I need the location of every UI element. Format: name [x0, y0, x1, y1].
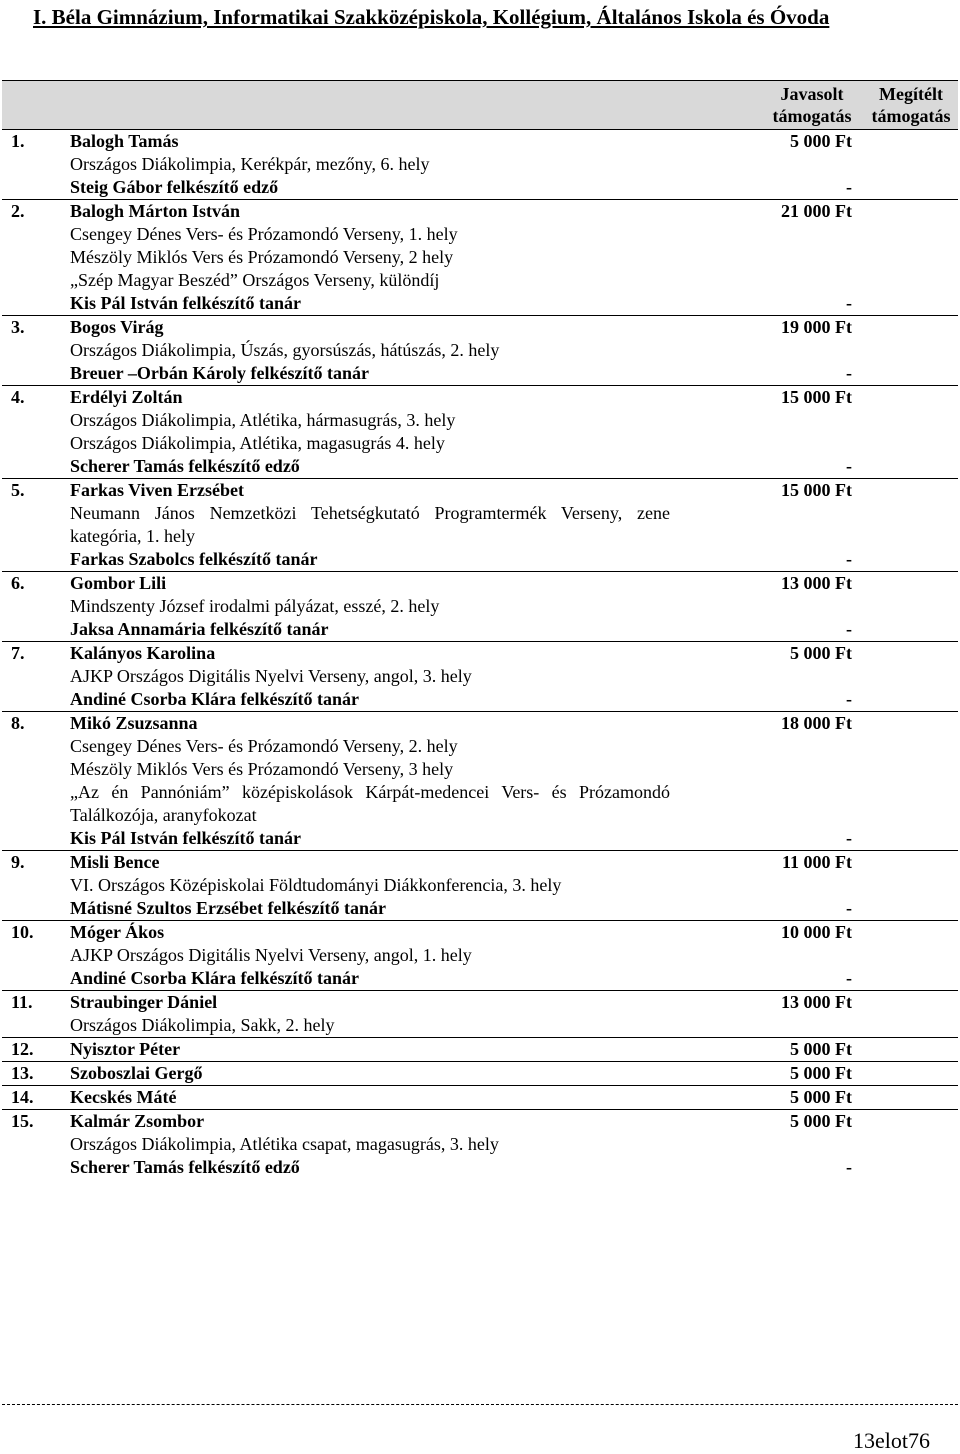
proposed-amount: 5 000 Ft [790, 1063, 852, 1083]
entry-number: 9. [11, 852, 25, 872]
student-name: Erdélyi Zoltán [70, 387, 183, 407]
teacher-name: Farkas Szabolcs felkészítő tanár [70, 549, 318, 569]
achievement-text: Mészöly Miklós Vers és Prózamondó Verseny, 2 hely [70, 247, 454, 267]
student-name: Balogh Tamás [70, 131, 179, 151]
teacher-name: Kis Pál István felkészítő tanár [70, 293, 301, 313]
proposed-amount: 5 000 Ft [790, 1039, 852, 1059]
entry-number: 3. [11, 317, 25, 337]
achievement-line [2, 339, 958, 362]
achievement-line [2, 1133, 958, 1156]
teacher-line [2, 827, 958, 850]
achievement-line [2, 595, 958, 618]
teacher-line [2, 897, 958, 920]
teacher-line [2, 688, 958, 711]
entry-name-line [2, 1110, 958, 1133]
achievement-line [2, 781, 958, 827]
teacher-name: Jaksa Annamária felkészítő tanár [70, 619, 329, 639]
achievement-line [2, 665, 958, 688]
teacher-amount: - [846, 689, 852, 709]
achievement-line [2, 246, 958, 269]
proposed-amount: 5 000 Ft [790, 1111, 852, 1131]
table-row [2, 129, 958, 199]
entry-number: 6. [11, 573, 25, 593]
achievement-text: „Az én Pannóniám” középiskolások Kárpát-medencei Vers- és Prózamondó Találkozója, aranyfokozat [70, 782, 670, 825]
document-title: I. Béla Gimnázium, Informatikai Szakközépiskola, Kollégium, Általános Iskola és Óvoda [33, 5, 830, 29]
table-row [2, 385, 958, 478]
achievement-text: Országos Diákolimpia, Sakk, 2. hely [70, 1015, 335, 1035]
achievement-text: Országos Diákolimpia, Úszás, gyorsúszás, hátúszás, 2. hely [70, 340, 500, 360]
student-name: Nyisztor Péter [70, 1039, 181, 1059]
page-number: 13elot76 [853, 1428, 930, 1453]
entry-name-line [2, 642, 958, 665]
teacher-name: Breuer –Orbán Károly felkészítő tanár [70, 363, 369, 383]
proposed-amount: 13 000 Ft [781, 992, 852, 1012]
entry-number: 12. [11, 1039, 34, 1059]
proposed-amount: 21 000 Ft [781, 201, 852, 221]
entry-name-line [2, 479, 958, 502]
teacher-line [2, 967, 958, 990]
entry-name-line [2, 572, 958, 595]
achievement-line [2, 223, 958, 246]
achievement-line [2, 432, 958, 455]
table-row [2, 571, 958, 641]
entry-number: 8. [11, 713, 25, 733]
teacher-line [2, 1156, 958, 1179]
footer-divider [2, 1404, 958, 1405]
proposed-amount: 5 000 Ft [790, 643, 852, 663]
achievement-line [2, 269, 958, 292]
entry-number: 5. [11, 480, 25, 500]
teacher-amount: - [846, 1157, 852, 1177]
proposed-amount: 11 000 Ft [782, 852, 852, 872]
proposed-amount: 5 000 Ft [790, 131, 852, 151]
achievement-text: Mindszenty József irodalmi pályázat, esszé, 2. hely [70, 596, 440, 616]
entry-name-line [2, 991, 958, 1014]
achievement-line [2, 874, 958, 897]
achievement-text: VI. Országos Középiskolai Földtudományi Diákkonferencia, 3. hely [70, 875, 562, 895]
student-name: Mikó Zsuzsanna [70, 713, 198, 733]
achievement-text: Országos Diákolimpia, Atlétika, magasugrás 4. hely [70, 433, 445, 453]
student-name: Straubinger Dániel [70, 992, 218, 1012]
entry-name-line [2, 851, 958, 874]
awards-table [2, 80, 958, 1179]
entry-name-line [2, 386, 958, 409]
teacher-amount: - [846, 549, 852, 569]
table-row [2, 1109, 958, 1179]
achievement-text: „Szép Magyar Beszéd” Országos Verseny, különdíj [70, 270, 440, 290]
achievement-text: AJKP Országos Digitális Nyelvi Verseny, angol, 1. hely [70, 945, 472, 965]
teacher-amount: - [846, 828, 852, 848]
entry-number: 7. [11, 643, 25, 663]
teacher-amount: - [846, 968, 852, 988]
achievement-text: Csengey Dénes Vers- és Prózamondó Verseny, 1. hely [70, 224, 458, 244]
teacher-amount: - [846, 619, 852, 639]
proposed-amount: 10 000 Ft [781, 922, 852, 942]
table-row [2, 1085, 958, 1109]
teacher-amount: - [846, 293, 852, 313]
achievement-text: AJKP Országos Digitális Nyelvi Verseny, angol, 3. hely [70, 666, 472, 686]
teacher-name: Kis Pál István felkészítő tanár [70, 828, 301, 848]
proposed-amount: 19 000 Ft [781, 317, 852, 337]
achievement-line [2, 1014, 958, 1037]
entry-number: 15. [11, 1111, 34, 1131]
achievement-line [2, 153, 958, 176]
student-name: Kalányos Karolina [70, 643, 216, 663]
achievement-text: Neumann János Nemzetközi Tehetségkutató Programtermék Verseny, zene kategória, 1. hely [70, 503, 670, 546]
table-row [2, 850, 958, 920]
entry-number: 10. [11, 922, 34, 942]
achievement-line [2, 758, 958, 781]
teacher-line [2, 618, 958, 641]
teacher-amount: - [846, 177, 852, 197]
achievement-text: Országos Diákolimpia, Atlétika csapat, magasugrás, 3. hely [70, 1134, 499, 1154]
teacher-amount: - [846, 456, 852, 476]
student-name: Szoboszlai Gergő [70, 1063, 203, 1083]
teacher-name: Andiné Csorba Klára felkészítő tanár [70, 968, 359, 988]
table-row [2, 711, 958, 850]
table-header [2, 80, 958, 129]
table-body [2, 129, 958, 1179]
entry-name-line [2, 200, 958, 223]
table-row [2, 1037, 958, 1061]
proposed-amount: 13 000 Ft [781, 573, 852, 593]
student-name: Bogos Virág [70, 317, 164, 337]
teacher-line [2, 176, 958, 199]
entry-number: 1. [11, 131, 25, 151]
achievement-text: Csengey Dénes Vers- és Prózamondó Verseny, 2. hely [70, 736, 458, 756]
table-row [2, 990, 958, 1037]
proposed-amount: 15 000 Ft [781, 480, 852, 500]
teacher-name: Scherer Tamás felkészítő edző [70, 456, 300, 476]
teacher-name: Mátisné Szultos Erzsébet felkészítő tanár [70, 898, 386, 918]
student-name: Kalmár Zsombor [70, 1111, 205, 1131]
teacher-amount: - [846, 363, 852, 383]
table-row [2, 1061, 958, 1085]
student-name: Farkas Viven Erzsébet [70, 480, 244, 500]
granted-support-header: Megítélt támogatás [871, 84, 951, 126]
entry-name-line [2, 1038, 958, 1061]
entry-number: 14. [11, 1087, 34, 1107]
teacher-amount: - [846, 898, 852, 918]
achievement-text: Országos Diákolimpia, Atlétika, hármasugrás, 3. hely [70, 410, 456, 430]
student-name: Balogh Márton István [70, 201, 241, 221]
student-name: Misli Bence [70, 852, 160, 872]
teacher-line [2, 455, 958, 478]
entry-number: 2. [11, 201, 25, 221]
teacher-name: Scherer Tamás felkészítő edző [70, 1157, 300, 1177]
achievement-line [2, 735, 958, 758]
achievement-text: Országos Diákolimpia, Kerékpár, mezőny, 6. hely [70, 154, 430, 174]
achievement-line [2, 502, 958, 548]
table-row [2, 641, 958, 711]
table-row [2, 199, 958, 315]
student-name: Móger Ákos [70, 922, 165, 942]
teacher-line [2, 362, 958, 385]
entry-name-line [2, 921, 958, 944]
entry-number: 4. [11, 387, 25, 407]
entry-name-line [2, 1062, 958, 1085]
student-name: Gombor Lili [70, 573, 167, 593]
entry-name-line [2, 1086, 958, 1109]
achievement-line [2, 409, 958, 432]
achievement-line [2, 944, 958, 967]
proposed-amount: 15 000 Ft [781, 387, 852, 407]
student-name: Kecskés Máté [70, 1087, 177, 1107]
entry-name-line [2, 712, 958, 735]
entry-number: 11. [11, 992, 33, 1012]
proposed-support-header: Javasolt támogatás [772, 84, 852, 126]
achievement-text: Mészöly Miklós Vers és Prózamondó Verseny, 3 hely [70, 759, 454, 779]
entry-name-line [2, 130, 958, 153]
table-row [2, 920, 958, 990]
proposed-amount: 18 000 Ft [781, 713, 852, 733]
table-row [2, 315, 958, 385]
table-row [2, 478, 958, 571]
entry-name-line [2, 316, 958, 339]
entry-number: 13. [11, 1063, 34, 1083]
teacher-name: Steig Gábor felkészítő edző [70, 177, 279, 197]
proposed-amount: 5 000 Ft [790, 1087, 852, 1107]
teacher-line [2, 292, 958, 315]
teacher-line [2, 548, 958, 571]
teacher-name: Andiné Csorba Klára felkészítő tanár [70, 689, 359, 709]
